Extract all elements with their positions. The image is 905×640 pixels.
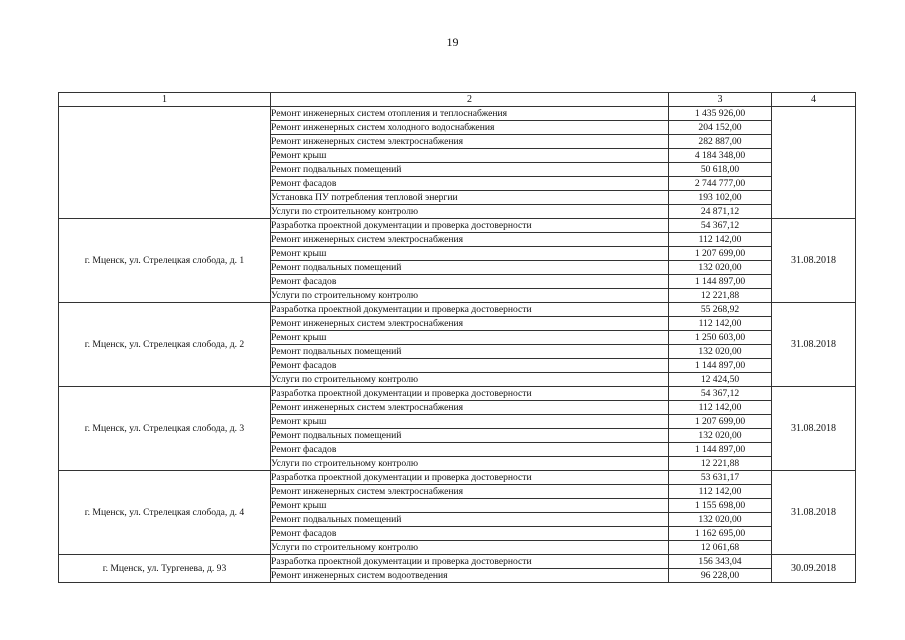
work-cell: Ремонт подвальных помещений [271,163,669,177]
work-cell: Услуги по строительному контролю [271,205,669,219]
amount-cell: 54 367,12 [669,387,772,401]
address-cell [59,107,271,219]
amount-cell: 53 631,17 [669,471,772,485]
deadline-cell: 31.08.2018 [772,387,856,471]
amount-cell: 132 020,00 [669,345,772,359]
work-cell: Ремонт фасадов [271,359,669,373]
amount-cell: 112 142,00 [669,485,772,499]
amount-cell: 12 221,88 [669,457,772,471]
work-cell: Ремонт инженерных систем холодного водоснабжения [271,121,669,135]
work-cell: Разработка проектной документации и проверка достоверности [271,471,669,485]
amount-cell: 50 618,00 [669,163,772,177]
amount-cell: 12 061,68 [669,541,772,555]
table-row [59,107,856,121]
amount-cell: 112 142,00 [669,317,772,331]
work-cell: Ремонт фасадов [271,527,669,541]
work-cell: Ремонт подвальных помещений [271,345,669,359]
work-cell: Ремонт подвальных помещений [271,513,669,527]
deadline-cell: 31.08.2018 [772,303,856,387]
table-row [59,303,856,317]
amount-cell: 193 102,00 [669,191,772,205]
amount-cell: 112 142,00 [669,401,772,415]
work-cell: Разработка проектной документации и проверка достоверности [271,387,669,401]
work-cell: Ремонт крыш [271,247,669,261]
amount-cell: 112 142,00 [669,233,772,247]
amount-cell: 4 184 348,00 [669,149,772,163]
amount-cell: 12 221,88 [669,289,772,303]
work-cell: Ремонт фасадов [271,177,669,191]
work-cell: Услуги по строительному контролю [271,457,669,471]
work-cell: Ремонт инженерных систем отопления и теплоснабжения [271,107,669,121]
work-cell: Установка ПУ потребления тепловой энергии [271,191,669,205]
deadline-cell: 31.08.2018 [772,219,856,303]
amount-cell: 156 343,04 [669,555,772,569]
page-number: 19 [446,35,459,49]
work-cell: Ремонт крыш [271,415,669,429]
column-header-amount: 3 [669,93,772,107]
column-header-address: 1 [59,93,271,107]
amount-cell: 1 144 897,00 [669,443,772,457]
work-cell: Разработка проектной документации и проверка достоверности [271,555,669,569]
table-row [59,387,856,401]
work-cell: Услуги по строительному контролю [271,289,669,303]
work-cell: Ремонт инженерных систем электроснабжения [271,233,669,247]
amount-cell: 132 020,00 [669,261,772,275]
deadline-cell [772,107,856,219]
address-cell: г. Мценск, ул. Стрелецкая слобода, д. 3 [59,387,271,471]
work-cell: Ремонт фасадов [271,275,669,289]
amount-cell: 1 250 603,00 [669,331,772,345]
work-cell: Ремонт подвальных помещений [271,429,669,443]
work-cell: Ремонт инженерных систем электроснабжения [271,485,669,499]
amount-cell: 204 152,00 [669,121,772,135]
work-cell: Ремонт крыш [271,499,669,513]
amount-cell: 1 162 695,00 [669,527,772,541]
work-cell: Ремонт крыш [271,149,669,163]
column-header-deadline: 4 [772,93,856,107]
work-cell: Ремонт инженерных систем электроснабжения [271,135,669,149]
table-row [59,219,856,233]
work-cell: Ремонт крыш [271,331,669,345]
table-row [59,555,856,569]
work-cell: Ремонт инженерных систем электроснабжения [271,317,669,331]
amount-cell: 96 228,00 [669,569,772,583]
amount-cell: 1 207 699,00 [669,247,772,261]
amount-cell: 54 367,12 [669,219,772,233]
address-cell: г. Мценск, ул. Стрелецкая слобода, д. 1 [59,219,271,303]
amount-cell: 12 424,50 [669,373,772,387]
table-row [59,471,856,485]
amount-cell: 1 144 897,00 [669,359,772,373]
amount-cell: 2 744 777,00 [669,177,772,191]
amount-cell: 24 871,12 [669,205,772,219]
amount-cell: 1 155 698,00 [669,499,772,513]
work-cell: Ремонт инженерных систем водоотведения [271,569,669,583]
amount-cell: 132 020,00 [669,429,772,443]
deadline-cell: 30.09.2018 [772,555,856,583]
work-cell: Разработка проектной документации и проверка достоверности [271,219,669,233]
work-cell: Ремонт фасадов [271,443,669,457]
amount-cell: 1 144 897,00 [669,275,772,289]
address-cell: г. Мценск, ул. Стрелецкая слобода, д. 4 [59,471,271,555]
works-body [59,107,856,583]
work-cell: Ремонт подвальных помещений [271,261,669,275]
work-cell: Ремонт инженерных систем электроснабжения [271,401,669,415]
address-cell: г. Мценск, ул. Стрелецкая слобода, д. 2 [59,303,271,387]
header-row [59,93,856,107]
deadline-cell: 31.08.2018 [772,471,856,555]
work-cell: Услуги по строительному контролю [271,373,669,387]
address-cell: г. Мценск, ул. Тургенева, д. 93 [59,555,271,583]
work-cell: Разработка проектной документации и проверка достоверности [271,303,669,317]
amount-cell: 1 207 699,00 [669,415,772,429]
amount-cell: 282 887,00 [669,135,772,149]
amount-cell: 1 435 926,00 [669,107,772,121]
column-header-work: 2 [271,93,669,107]
amount-cell: 55 268,92 [669,303,772,317]
works-table [58,92,856,583]
amount-cell: 132 020,00 [669,513,772,527]
work-cell: Услуги по строительному контролю [271,541,669,555]
